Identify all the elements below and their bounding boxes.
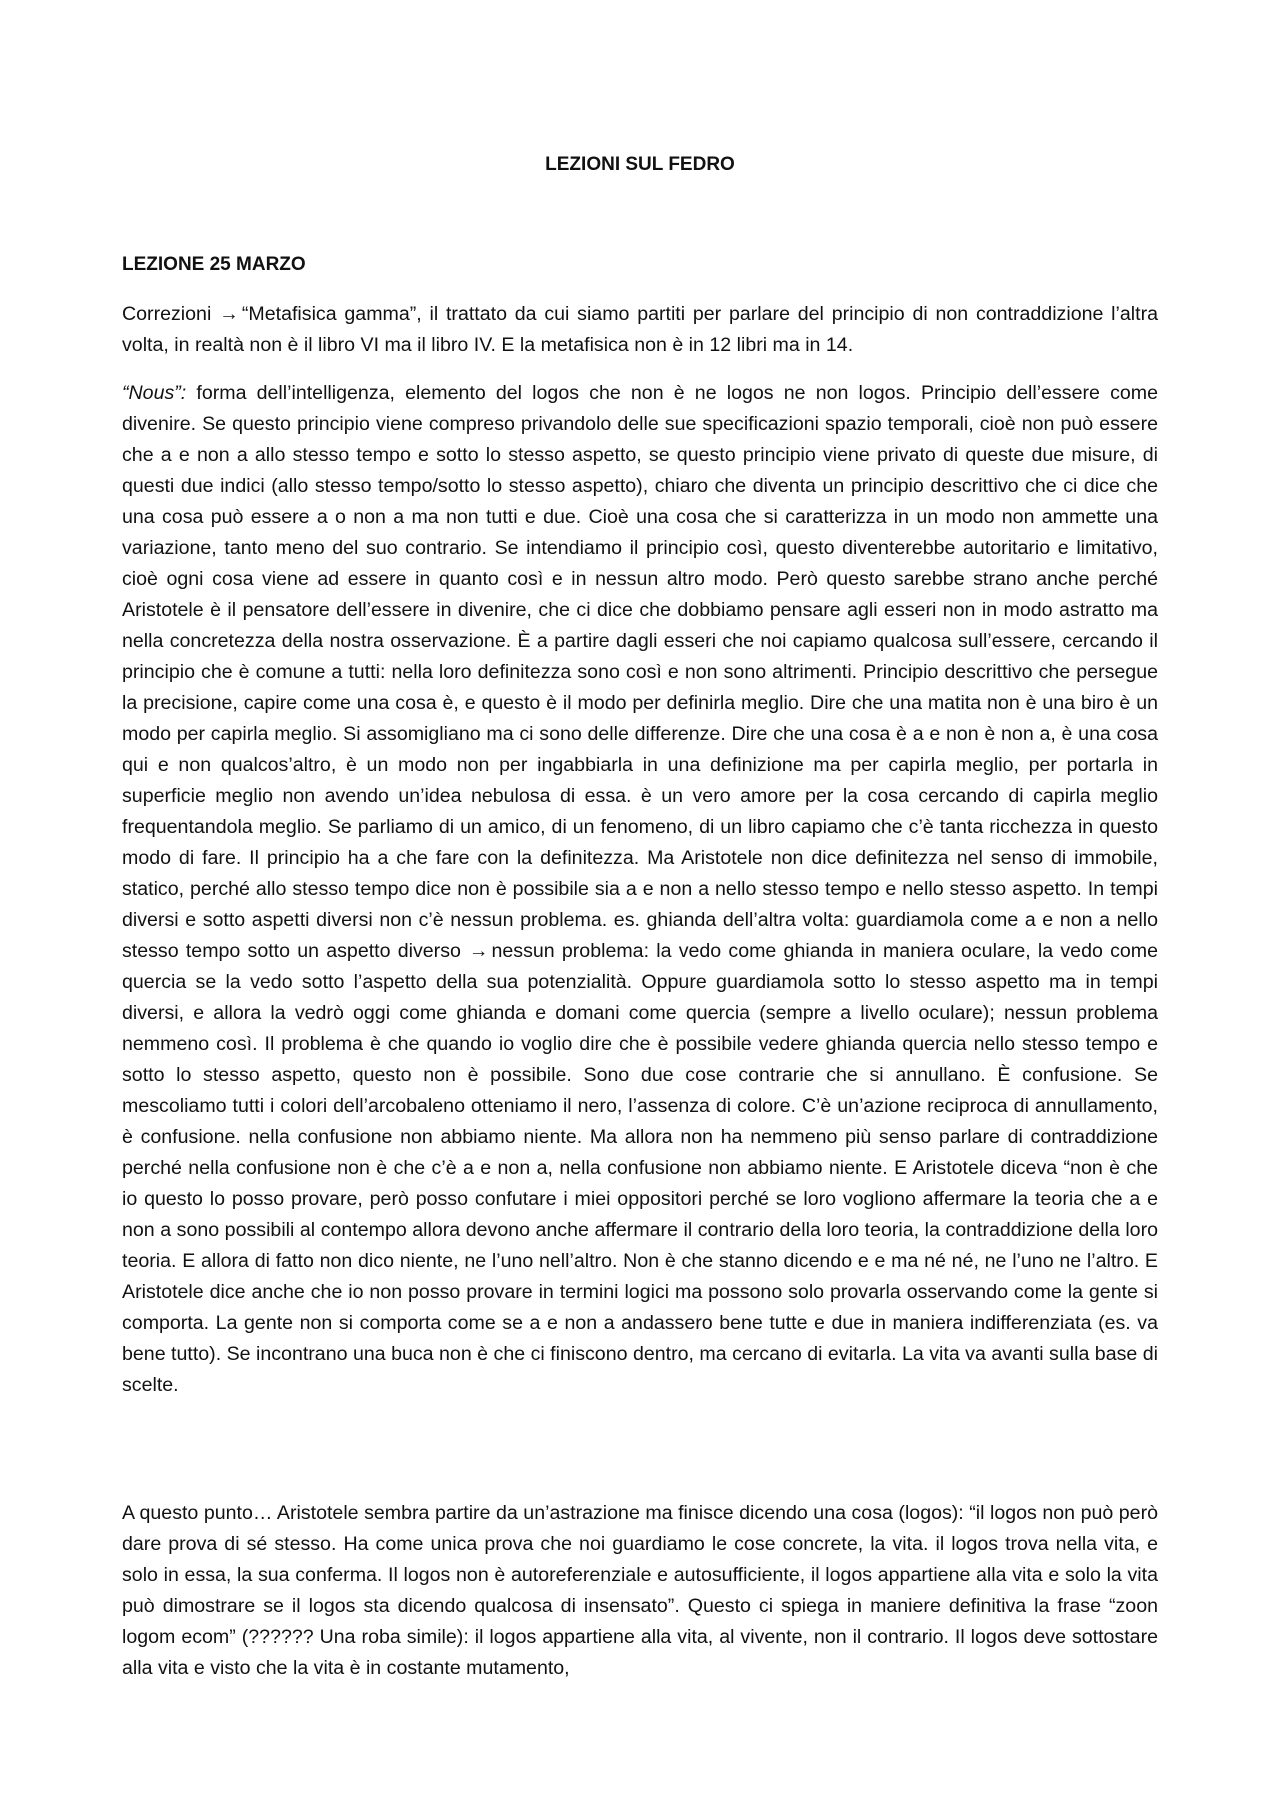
paragraph-logos: A questo punto… Aristotele sembra partire da un’astrazione ma finisce dicendo una cosa (logos): “il logos non può però dare prova di sé stesso. Ha come unica prova che noi guardiamo le cose concrete, la vita. il logos trova nella vita, e solo in essa, la sua conferma. Il logos non è autoreferenziale e autosufficiente, il logos appartiene alla vita e solo la vita può dimostrare se il logos sta dicendo qualcosa di insensato”. Questo ci spiega in maniere definitiva la frase “zoon logom ecom” (?????? Una roba simile): il logos appartiene alla vita, al vivente, non il contrario. Il logos deve sottostare alla vita e visto che la vita è in costante mutamento, [122,1502,1158,1679]
nous-text-part1: forma dell’intelligenza, elemento del logos che non è ne logos ne non logos. Principio dell’essere come divenire. Se questo principio viene compreso privandolo delle sue specificazioni spazio temporali, cioè non può essere che a e non a allo stesso tempo e sotto lo stesso aspetto, se questo principio viene privato di queste due misure, di questi due indici (allo stesso tempo/sotto lo stesso aspetto), chiaro che diventa un principio descrittivo che ci dice che una cosa può essere a o non a ma non tutti e due. Cioè una cosa che si caratterizza in un modo non ammette una variazione, tanto meno del suo contrario. Se intendiamo il principio così, questo diventerebbe autoritario e limitativo, cioè ogni cosa viene ad essere in quanto così e in nessun altro modo. Però questo sarebbe strano anche perché Aristotele è il pensatore dell’essere in divenire, che ci dice che dobbiamo pensare agli esseri non in modo astratto ma nella concretezza della nostra osservazione. È a partire dagli esseri che noi capiamo qualcosa sull’essere, cercando il principio che è comune a tutti: nella loro definitezza sono così e non sono altrimenti. Principio descrittivo che persegue la precisione, capire come una cosa è, e questo è il modo per definirla meglio. Dire che una matita non è una biro è un modo per capirla meglio. Si assomigliano ma ci sono delle differenze. Dire che una cosa è a e non è non a, è una cosa qui e non qualcos’altro, è un modo non per ingabbiarla in una definizione ma per capirla meglio, per portarla in superficie meglio non avendo un’idea nebulosa di essa. è un vero amore per la cosa cercando di capirla meglio frequentandola meglio. Se parliamo di un amico, di un fenomeno, di un libro capiamo che c’è tanta ricchezza in questo modo di fare. Il principio ha a che fare con la definitezza. Ma Aristotele non dice definitezza nel senso di immobile, statico, perché allo stesso tempo dice non è possibile sia a e non a nello stesso tempo e nello stesso aspetto. In tempi diversi e sotto aspetti diversi non c’è nessun problema. es. ghianda dell’altra volta: guardiamola come a e non a nello stesso tempo sotto un aspetto diverso [122,382,1158,962]
corrections-label: Correzioni [122,303,212,325]
nous-text-part2: nessun problema: la vedo come ghianda in maniera oculare, la vedo come quercia se la vedo sotto l’aspetto della sua potenzialità. Oppure guardiamola sotto lo stesso aspetto ma in tempi diversi, e allora la vedrò oggi come ghianda e domani come quercia (sempre a livello oculare); nessun problema nemmeno così. Il problema è che quando io voglio dire che è possibile vedere ghianda quercia nello stesso tempo e sotto lo stesso aspetto, questo non è possibile. Sono due cose contrarie che si annullano. È confusione. Se mescoliamo tutti i colori dell’arcobaleno otteniamo il nero, l’assenza di colore. C’è un’azione reciproca di annullamento, è confusione. nella confusione non abbiamo niente. Ma allora non ha nemmeno più senso parlare di contraddizione perché nella confusione non è che c’è a e non a, nella confusione non abbiamo niente. E Aristotele diceva “non è che io questo lo posso provare, però posso confutare i miei oppositori perché se loro vogliono affermare la teoria che a e non a sono possibili al contempo allora devono anche affermare il contrario della loro teoria, la contraddizione della loro teoria. E allora di fatto non dico niente, ne l’uno nell’altro. Non è che stanno dicendo e e ma né né, ne l’uno ne l’altro. E Aristotele dice anche che io non posso provare in termini logici ma possono solo provarla osservando come la gente si comporta. La gente non si comporta come se a e non a andassero bene tutte e due in maniera indifferenziata (es. va bene tutto). Se incontrano una buca non è che ci finiscono dentro, ma cercano di evitarla. La vita va avanti sulla base di scelte. [122,940,1158,1396]
paragraph-nous [122,378,1158,1401]
arrow-right-icon: → [468,940,489,962]
corrections-text: “Metafisica gamma”, il trattato da cui siamo partiti per parlare del principio di non contraddizione l’altra volta, in realtà non è il libro VI ma il libro IV. E la metafisica non è in 12 libri ma in 14. [122,303,1158,356]
section-heading: LEZIONE 25 MARZO [122,254,306,275]
document-title: LEZIONI SUL FEDRO [545,154,735,175]
nous-term: “Nous”: [122,382,187,404]
paragraph-corrections [122,299,1158,361]
arrow-right-icon: → [219,303,239,325]
